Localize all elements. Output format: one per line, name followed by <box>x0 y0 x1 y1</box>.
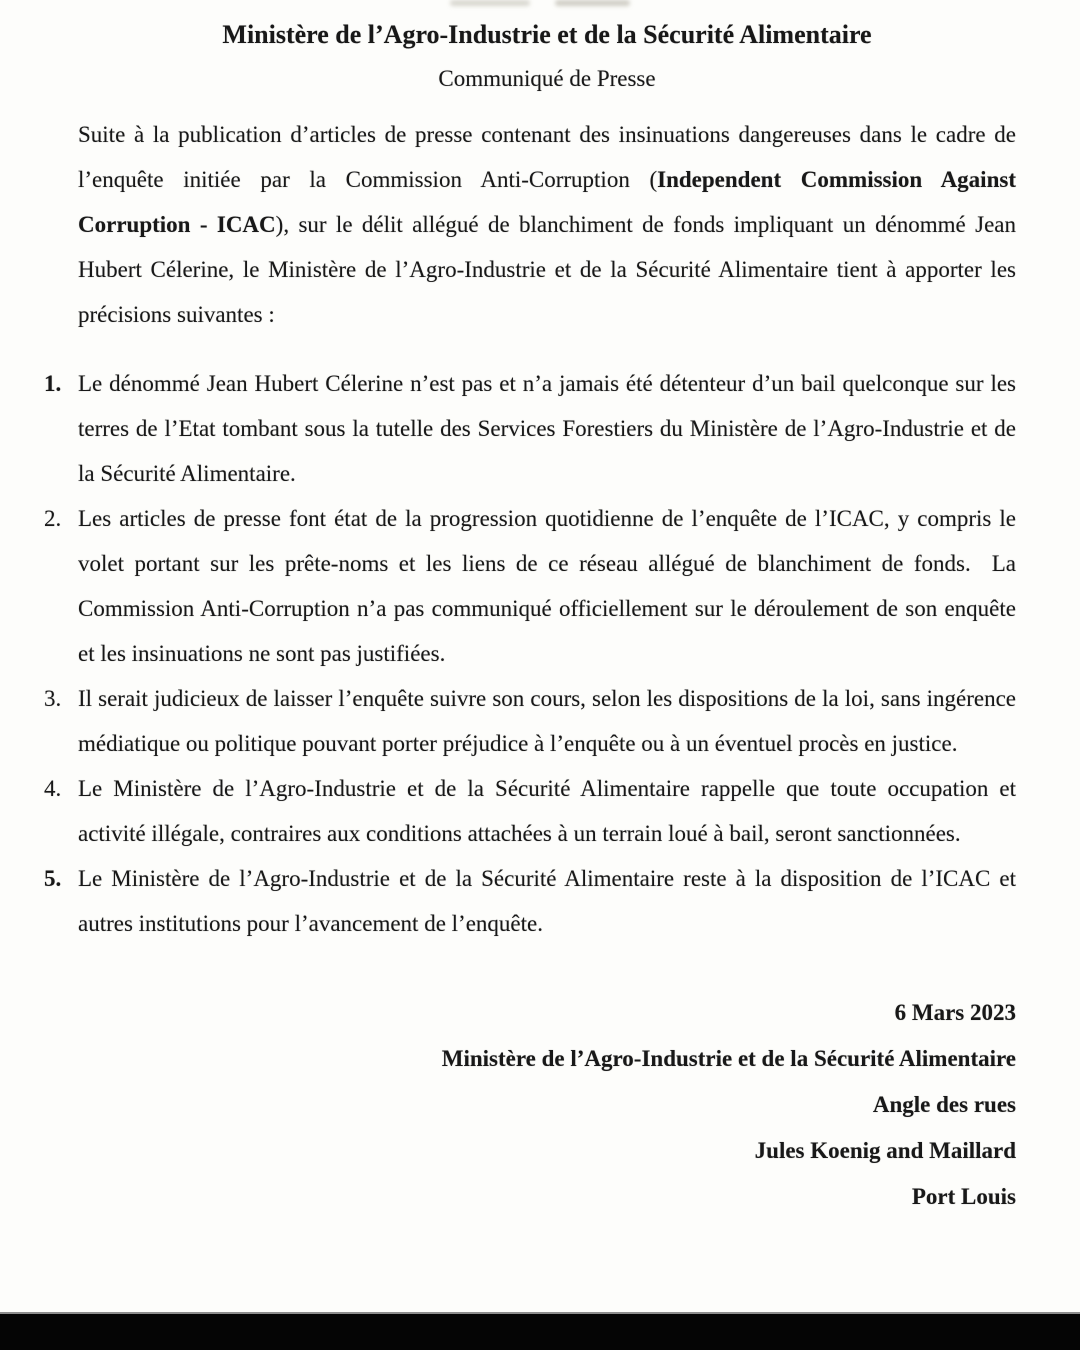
item-number: 5. <box>44 866 62 891</box>
list-item-2 <box>44 496 1016 676</box>
signature-block <box>78 990 1016 1220</box>
numbered-list <box>44 361 1016 946</box>
list-item-1 <box>44 361 1016 496</box>
intro-paragraph <box>78 112 1016 337</box>
item-number: 1. <box>44 371 62 396</box>
item-number: 2. <box>44 506 62 531</box>
footer-ministry-name: Ministère de l’Agro-Industrie et de la Sécurité Alimentaire <box>441 1046 1016 1071</box>
item-number: 4. <box>44 776 62 801</box>
footer-address-line-3: Port Louis <box>911 1184 1016 1209</box>
list-item-5 <box>44 856 1016 946</box>
page-title: Ministère de l’Agro-Industrie et de la Sécurité Alimentaire <box>222 20 872 49</box>
intro-text-bold: Independent Commission Against Corruption - ICAC <box>78 167 1016 237</box>
item-text: Il serait judicieux de laisser l’enquête suivre son cours, selon les dispositions de la loi, sans ingérence médiatique ou politique pouvant porter préjudice à l’enquête ou à un éventuel procès en justice. <box>78 686 1016 756</box>
intro-text-post: ), sur le délit allégué de blanchiment de fonds impliquant un dénommé Jean Hubert Célerine, le Ministère de l’Agro-Industrie et de la Sécurité Alimentaire tient à apporter les précisions suivantes : <box>78 212 1017 327</box>
item-text: Le dénommé Jean Hubert Célerine n’est pas et n’a jamais été détenteur d’un bail quelconque sur les terres de l’Etat tombant sous la tutelle des Services Forestiers du Ministère de l’Agro-Industrie et de la Sécurité Alimentaire. <box>78 371 1016 486</box>
list-item-4 <box>44 766 1016 856</box>
intro-text-pre: Suite à la publication d’articles de presse contenant des insinuations dangereuses dans le cadre de l’enquête initiée par la Commission Anti-Corruption ( <box>78 122 1016 192</box>
footer-date: 6 Mars 2023 <box>894 1000 1016 1025</box>
item-number: 3. <box>44 686 62 711</box>
footer-address-line-1: Angle des rues <box>872 1092 1016 1117</box>
list-item-3 <box>44 676 1016 766</box>
item-text: Le Ministère de l’Agro-Industrie et de la Sécurité Alimentaire rappelle que toute occupation et activité illégale, contraires aux conditions attachées à un terrain loué à bail, seront sanctionnées. <box>78 776 1016 846</box>
item-text: Les articles de presse font état de la progression quotidienne de l’enquête de l’ICAC, y compris le volet portant sur les prête-noms et les liens de ce réseau allégué de blanchiment de fonds. La Commission Anti-Corruption n’a pas communiqué officiellement sur le déroulement de son enquête et les insinuations ne sont pas justifiées. <box>78 506 1016 666</box>
bottom-black-bar <box>0 1312 1080 1350</box>
item-text: Le Ministère de l’Agro-Industrie et de la Sécurité Alimentaire reste à la disposition de l’ICAC et autres institutions pour l’avancement de l’enquête. <box>78 866 1016 936</box>
footer-address-line-2: Jules Koenig and Maillard <box>754 1138 1016 1163</box>
document-subtitle: Communiqué de Presse <box>438 66 656 91</box>
